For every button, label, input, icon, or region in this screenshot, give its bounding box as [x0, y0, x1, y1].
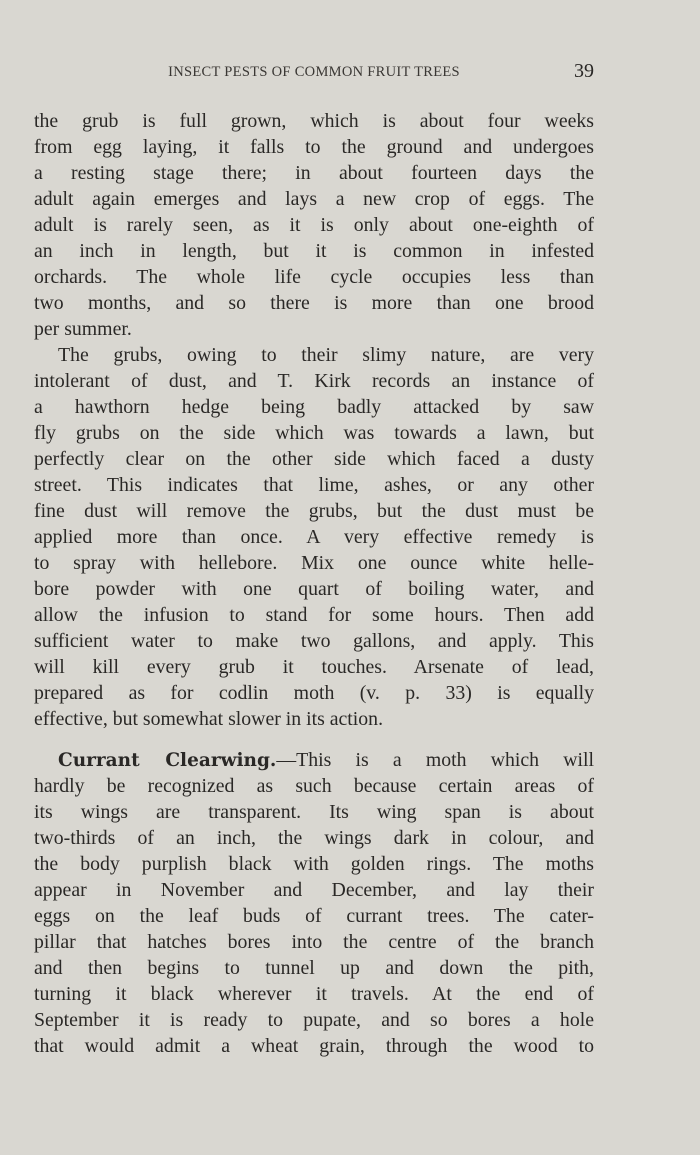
- text-line: the grub is full grown, which is about four weeks: [34, 110, 594, 132]
- text-line: applied more than once. A very effective remedy is: [34, 526, 594, 548]
- text-line: an inch in length, but it is common in infested: [34, 240, 594, 262]
- text-line: per summer.: [34, 318, 132, 340]
- text-line: sufficient water to make two gallons, and apply. This: [34, 630, 594, 652]
- text-line: hardly be recognized as such because certain areas of: [34, 775, 594, 797]
- text-line: fly grubs on the side which was towards a lawn, but: [34, 422, 594, 444]
- text-line: a resting stage there; in about fourteen days the: [34, 162, 594, 184]
- text-line: fine dust will remove the grubs, but the dust must be: [34, 500, 594, 522]
- running-title: INSECT PESTS OF COMMON FRUIT TREES: [168, 64, 460, 80]
- text-line: The grubs, owing to their slimy nature, are very: [58, 344, 594, 366]
- section-gap: [34, 732, 594, 747]
- text-line: bore powder with one quart of boiling water, and: [34, 578, 594, 600]
- text-line: from egg laying, it falls to the ground and undergoes: [34, 136, 594, 158]
- text-line: perfectly clear on the other side which faced a dusty: [34, 448, 594, 470]
- text-line: allow the infusion to stand for some hours. Then add: [34, 604, 594, 626]
- paragraph-grub-life-cycle: [34, 108, 594, 342]
- body-text: [34, 108, 594, 1059]
- text-line: [34, 747, 594, 773]
- heading-line-rest: —This is a moth which will: [276, 749, 594, 771]
- text-line: the body purplish black with golden rings. The moths: [34, 853, 594, 875]
- running-head: [34, 60, 594, 86]
- text-line: pillar that hatches bores into the centre of the branch: [34, 931, 594, 953]
- paragraph-currant-clearwing: [34, 747, 594, 1059]
- text-line: effective, but somewhat slower in its action.: [34, 708, 384, 730]
- text-line: intolerant of dust, and T. Kirk records an instance of: [34, 370, 594, 392]
- text-line: eggs on the leaf buds of currant trees. The cater-: [34, 905, 594, 927]
- text-line: adult again emerges and lays a new crop of eggs. The: [34, 188, 594, 210]
- text-line: to spray with hellebore. Mix one ounce white helle-: [34, 552, 594, 574]
- text-line: that would admit a wheat grain, through the wood to: [34, 1035, 594, 1057]
- text-line: adult is rarely seen, as it is only about one-eighth of: [34, 214, 594, 236]
- text-line: and then begins to tunnel up and down the pith,: [34, 957, 594, 979]
- text-line: a hawthorn hedge being badly attacked by saw: [34, 396, 594, 418]
- section-heading: Currant Clearwing.: [58, 750, 277, 771]
- text-line: two months, and so there is more than one brood: [34, 292, 594, 314]
- text-line: street. This indicates that lime, ashes, or any other: [34, 474, 594, 496]
- page-number: 39: [574, 60, 594, 82]
- text-line: will kill every grub it touches. Arsenate of lead,: [34, 656, 594, 678]
- text-line: September it is ready to pupate, and so bores a hole: [34, 1009, 594, 1031]
- paragraph-dust-remedy: [34, 342, 594, 732]
- text-line: orchards. The whole life cycle occupies less than: [34, 266, 594, 288]
- text-line: turning it black wherever it travels. At the end of: [34, 983, 594, 1005]
- text-line: appear in November and December, and lay their: [34, 879, 594, 901]
- text-line: prepared as for codlin moth (v. p. 33) is equally: [34, 682, 594, 704]
- text-line: two-thirds of an inch, the wings dark in colour, and: [34, 827, 594, 849]
- text-line: its wings are transparent. Its wing span is about: [34, 801, 594, 823]
